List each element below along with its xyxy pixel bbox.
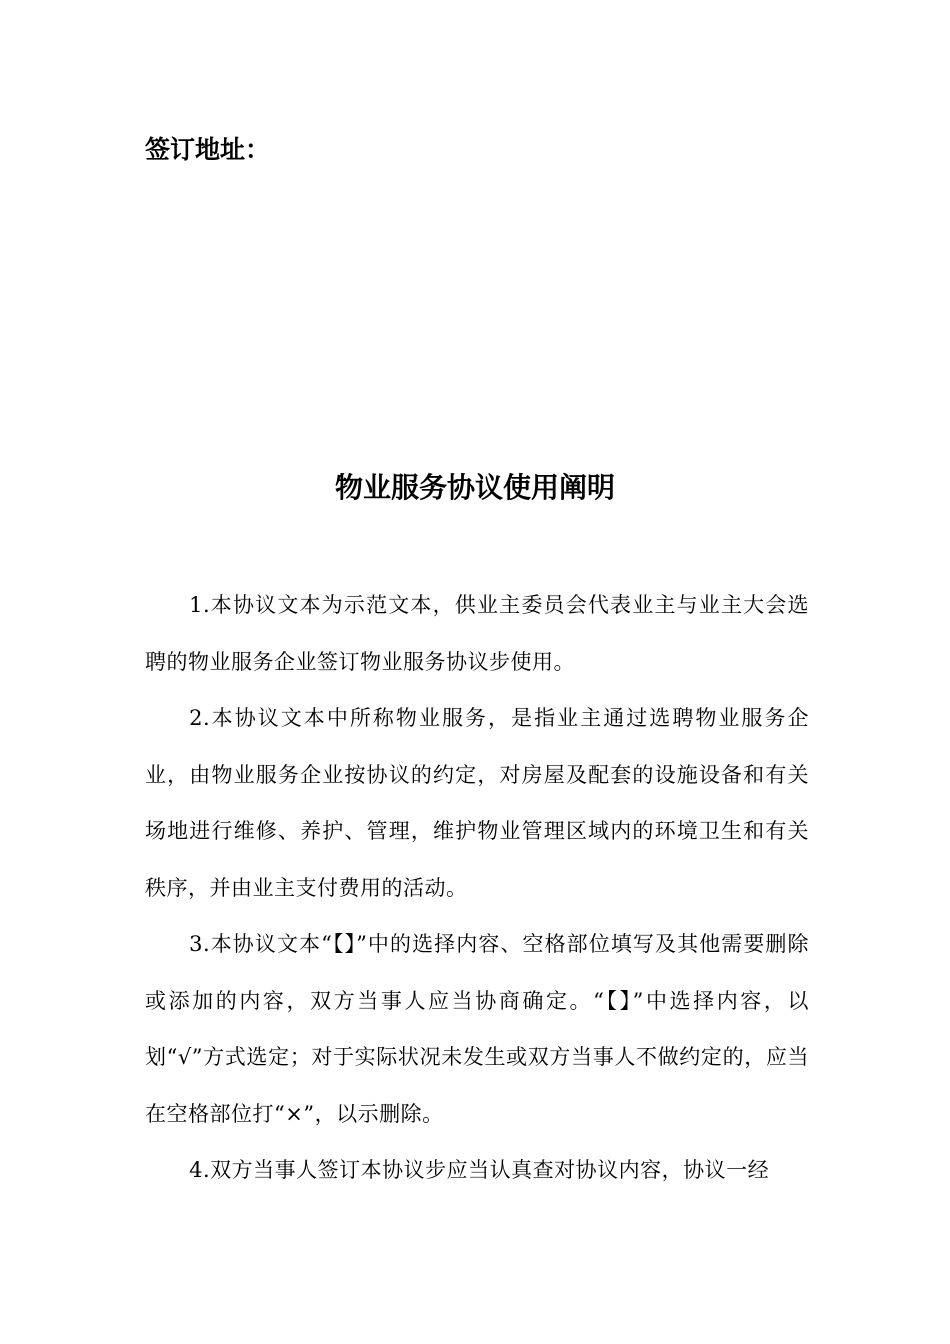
sign-address-label: 签订地址： [145, 135, 271, 164]
paragraph-2: 2.本协议文本中所称物业服务，是指业主通过选聘物业服务企业，由物业服务企业按协议的约定，对房屋及配套的设施设备和有关场地进行维修、养护、管理，维护物业管理区域内的环境卫生和有关秩序，并由业主支付费用的活动。 [145, 706, 809, 900]
document-body [145, 577, 809, 1199]
paragraph-1: 1.本协议文本为示范文本，供业主委员会代表业主与业主大会选聘的物业服务企业签订物业服务协议步使用。 [145, 593, 809, 674]
paragraph-4: 4.双方当事人签订本协议步应当认真查对协议内容，协议一经 [189, 1158, 770, 1182]
document-title: 物业服务协议使用阐明 [334, 471, 615, 504]
paragraph-3: 3.本协议文本“【】”中的选择内容、空格部位填写及其他需要删除或添加的内容，双方当事人应当协商确定。“【】”中选择内容，以划“√”方式选定；对于实际状况未发生或双方当事人不做约定的，应当在空格部位打“×”，以示删除。 [145, 932, 809, 1126]
